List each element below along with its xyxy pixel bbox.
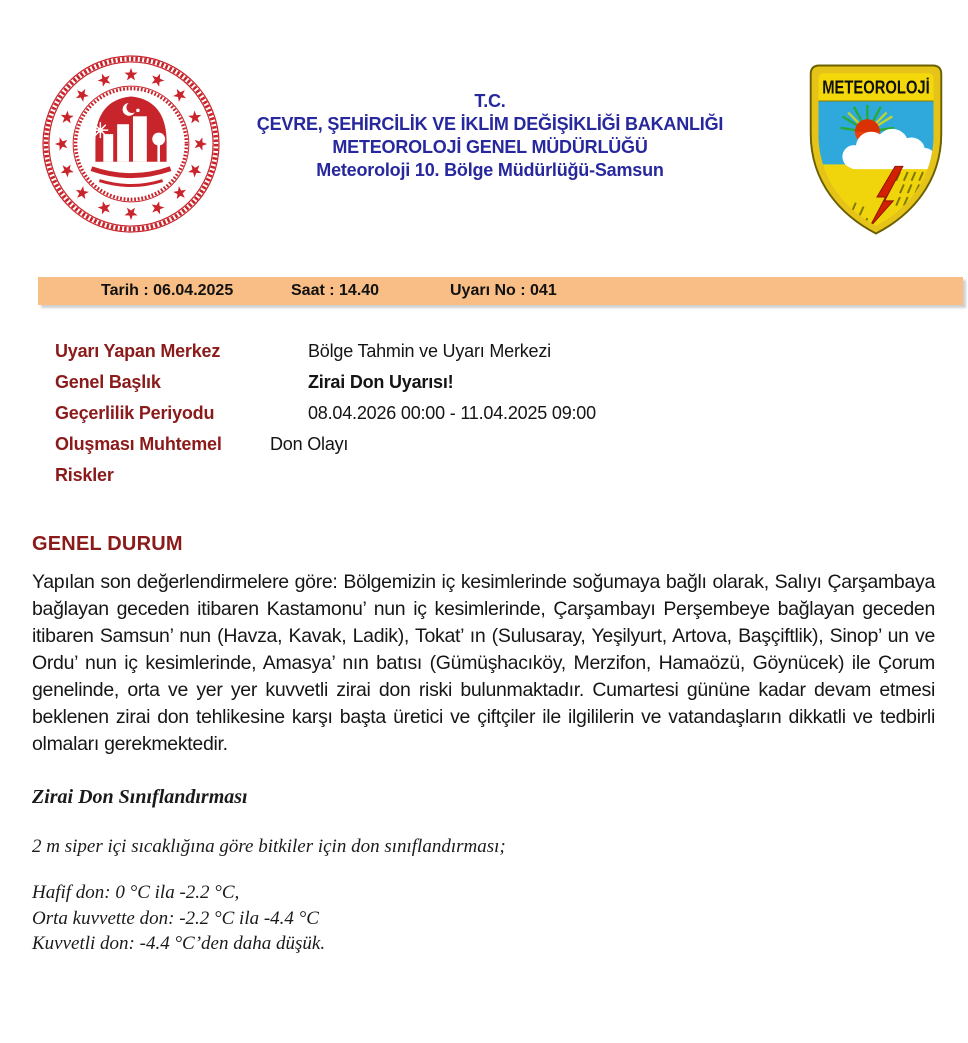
frost-level-strong: Kuvvetli don: -4.4 °C’den daha düşük. bbox=[32, 933, 326, 954]
field-label: Uyarı Yapan Merkez bbox=[55, 341, 221, 361]
field-value: Bölge Tahmin ve Uyarı Merkezi bbox=[308, 341, 551, 361]
field-label: Geçerlilik Periyodu bbox=[55, 403, 215, 423]
frost-classification-heading: Zirai Don Sınıflandırması bbox=[32, 786, 248, 808]
banner-warning-number: Uyarı No : 041 bbox=[450, 282, 557, 299]
field-label: Oluşması Muhtemel Riskler bbox=[55, 434, 222, 485]
banner-date: Tarih : 06.04.2025 bbox=[101, 282, 234, 299]
header-line-ministry: ÇEVRE, ŞEHİRCİLİK VE İKLİM DEĞİŞİKLİĞİ BAKANLIĞI bbox=[256, 114, 724, 134]
ministry-seal-icon bbox=[42, 55, 220, 233]
frost-classification-intro: 2 m siper içi sıcaklığına göre bitkiler için don sınıflandırması; bbox=[32, 836, 506, 857]
field-row-validity-period bbox=[55, 398, 935, 429]
field-row-issuing-center bbox=[55, 336, 935, 367]
header-line-regional: Meteoroloji 10. Bölge Müdürlüğü-Samsun bbox=[316, 160, 664, 180]
warning-fields bbox=[55, 336, 935, 491]
warning-info-banner bbox=[38, 277, 963, 305]
frost-level-moderate: Orta kuvvette don: -2.2 °C ila -4.4 °C bbox=[32, 907, 319, 929]
field-value: Don Olayı bbox=[270, 434, 349, 454]
frost-level-light: Hafif don: 0 °C ila -2.2 °C, bbox=[32, 882, 240, 903]
general-situation-heading: GENEL DURUM bbox=[32, 533, 183, 555]
field-row-general-title bbox=[55, 367, 935, 398]
meteorology-shield-icon bbox=[804, 58, 948, 241]
document-header bbox=[222, 90, 758, 182]
field-row-possible-risks bbox=[55, 429, 935, 491]
general-situation-paragraph: Yapılan son değerlendirmelere göre: Bölgemizin iç kesimlerinde soğumaya bağlı olarak, Salıyı Çarşambaya bağlayan geceden itibaren Kastamonu’ nun iç kesimlerinde, Çarşambayı Perşembeye bağlayan geceden itibaren Samsun’ nun (Havza, Kavak, Ladik), Tokat’ ın (Sulusaray, Yeşilyurt, Artova, Başçiftlik), Sinop’ un ve Ordu’ nun iç kesimlerinde, Amasya’ nın batısı (Gümüşhacıköy, Merzifon, Hamaözü, Göynücek) ile Çorum genelinde, orta ve yer yer kuvvetli zirai don riski bulunmaktadır. Cumartesi gününe kadar devam etmesi beklenen zirai don tehlikesine karşı başta üretici ve çiftçiler ile ilgililerin ve vatandaşların dikkatli ve tedbirli olmaları gerekmektedir. bbox=[32, 571, 935, 755]
frost-classification-section bbox=[32, 786, 935, 957]
field-label: Genel Başlık bbox=[55, 372, 161, 392]
field-value: Zirai Don Uyarısı! bbox=[308, 372, 454, 392]
header-line-tc: T.C. bbox=[474, 91, 506, 111]
banner-time: Saat : 14.40 bbox=[291, 282, 380, 299]
seal-emblem bbox=[91, 97, 170, 186]
meteorology-shield-label: METEOROLOJİ bbox=[822, 76, 930, 98]
field-value: 08.04.2026 00:00 - 11.04.2025 09:00 bbox=[308, 403, 596, 423]
header-line-directorate: METEOROLOJİ GENEL MÜDÜRLÜĞÜ bbox=[332, 137, 648, 157]
